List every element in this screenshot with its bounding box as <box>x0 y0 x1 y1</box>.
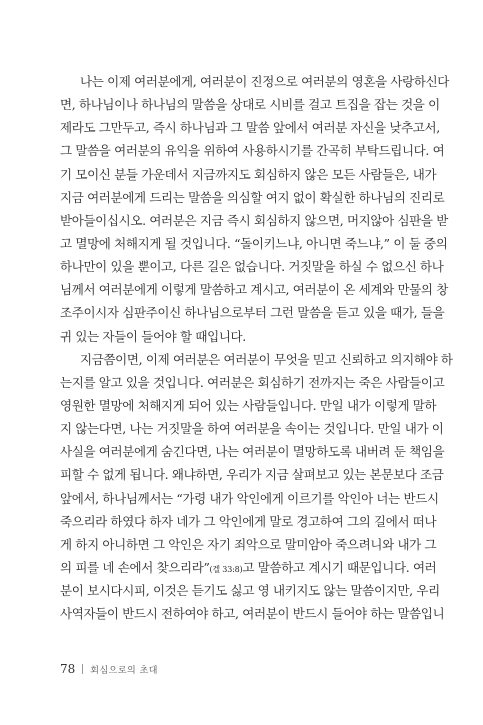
text-line: 지금 여러분에게 드리는 말씀을 의심할 여지 없이 확실한 하나님의 진리로 <box>60 189 445 205</box>
text-line: 피할 수 없게 됩니다. 왜냐하면, 우리가 지금 살펴보고 있는 본문보다 조금 <box>60 467 444 483</box>
page-number: 78 <box>60 662 76 676</box>
text-line: 게 하지 아니하면 그 악인은 자기 죄악으로 말미암아 죽으려니와 내가 그 <box>60 536 437 552</box>
text-line: 고 멸망에 처해지게 될 것입니다. “돌이키느냐, 아니면 죽느냐,” 이 둘 중의 <box>60 235 448 251</box>
text-line: 받아들이십시오. 여러분은 지금 즉시 회심하지 않으면, 머지않아 심판을 받 <box>60 212 448 228</box>
text-line: 분이 보시다시피, 이것은 듣기도 싫고 영 내키지도 않는 말씀이지만, 우리 <box>60 583 440 599</box>
text-line: 죽으리라 하였다 하자 네가 그 악인에게 말로 경고하여 그의 길에서 떠나 <box>60 513 437 529</box>
text-line: 지금쯤이면, 이제 여러분은 여러분이 무엇을 믿고 신뢰하고 의지해야 하 <box>80 351 453 367</box>
text-line: 면, 하나님이나 하나님의 말씀을 상대로 시비를 걸고 트집을 잡는 것을 이 <box>60 97 440 113</box>
text-line: 지 않는다면, 나는 거짓말을 하여 여러분을 속이는 것입니다. 만일 내가 이 <box>60 421 444 437</box>
text-line: 앞에서, 하나님께서는 “가령 내가 악인에게 이르기를 악인아 너는 반드시 <box>60 490 439 506</box>
line-text: 의 피를 네 손에서 찾으리라” <box>60 559 210 575</box>
line-text: 고 말씀하고 계시기 때문입니다. 여러 <box>242 559 437 575</box>
text-line: 영원한 멸망에 처해지게 되어 있는 사람들입니다. 만일 내가 이렇게 말하 <box>60 397 437 413</box>
text-line: 그 말씀을 여러분의 유익을 위하여 사용하시기를 간곡히 부탁드립니다. 여 <box>60 143 445 159</box>
page-footer <box>60 662 158 676</box>
text-line: 사역자들이 반드시 전하여야 하고, 여러분이 반드시 들어야 하는 말씀입니 <box>60 606 445 622</box>
text-line: 하나만이 있을 뿐이고, 다른 길은 없습니다. 거짓말을 하실 수 없으신 하나 <box>60 259 444 275</box>
text-line <box>60 556 437 579</box>
body-text <box>60 70 453 625</box>
text-line: 님께서 여러분에게 이렇게 말씀하고 계시고, 여러분이 온 세계와 만물의 창 <box>60 282 448 298</box>
scripture-reference: (겔 33:8) <box>209 564 243 574</box>
text-line: 기 모이신 분들 가운데서 지금까지도 회심하지 않은 모든 사람들은, 내가 <box>60 166 437 182</box>
text-line: 귀 있는 자들이 들어야 할 때입니다. <box>60 328 246 344</box>
footer-divider <box>82 664 83 674</box>
book-title: 회심으로의 초대 <box>90 666 159 676</box>
text-line: 제라도 그만두고, 즉시 하나님과 그 말씀 앞에서 여러분 자신을 낮추고서, <box>60 120 440 136</box>
text-line: 조주이시자 심판주이신 하나님으로부터 그런 말씀을 듣고 있을 때가, 들을 <box>60 305 445 321</box>
text-line: 는지를 알고 있을 것입니다. 여러분은 회심하기 전까지는 죽은 사람들이고 <box>60 374 445 390</box>
text-line: 사실을 여러분에게 숨긴다면, 나는 여러분이 멸망하도록 내버려 둔 책임을 <box>60 444 445 460</box>
text-line: 나는 이제 여러분에게, 여러분이 진정으로 여러분의 영혼을 사랑하신다 <box>80 74 450 89</box>
